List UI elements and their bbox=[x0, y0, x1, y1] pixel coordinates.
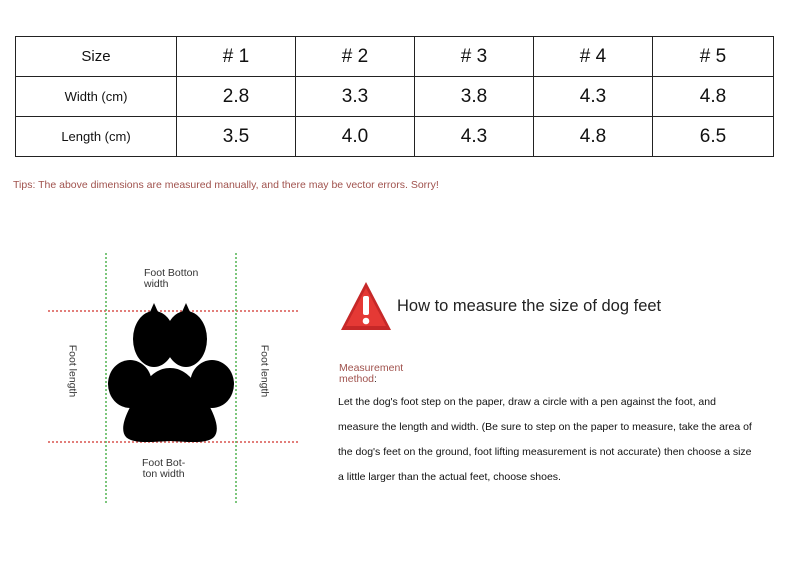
table-cell: 4.8 bbox=[653, 77, 774, 117]
paw-icon bbox=[108, 311, 234, 442]
tips-text: Tips: The above dimensions are measured manually, and there may be vector errors. Sorry! bbox=[13, 179, 439, 191]
table-cell: 3.5 bbox=[177, 117, 296, 157]
table-cell: 4.8 bbox=[534, 117, 653, 157]
table-cell: 4.3 bbox=[534, 77, 653, 117]
size-column-header: # 3 bbox=[415, 37, 534, 77]
size-column-header: # 2 bbox=[296, 37, 415, 77]
left-length-label: Foot length bbox=[66, 344, 79, 398]
table-cell: 4.0 bbox=[296, 117, 415, 157]
size-column-header: # 5 bbox=[653, 37, 774, 77]
top-width-label: Foot Botton width bbox=[144, 267, 199, 290]
size-column-header: # 1 bbox=[177, 37, 296, 77]
measurement-method-text: Let the dog's foot step on the paper, draw a circle with a pen against the foot, and measure the length and width. (Be sure to step on the paper to measure, take the area of the dog's feet on the ground, foot lifting measurement is not accurate) then choose a size a little larger than the actual feet, choose shoes. bbox=[338, 396, 752, 483]
bottom-width-label: Foot Bot- ton width bbox=[142, 457, 186, 480]
size-column-header: # 4 bbox=[534, 37, 653, 77]
table-row bbox=[16, 117, 774, 157]
table-cell: 2.8 bbox=[177, 77, 296, 117]
size-table bbox=[15, 36, 774, 157]
warning-icon bbox=[339, 280, 393, 332]
table-cell: 3.8 bbox=[415, 77, 534, 117]
table-cell: 4.3 bbox=[415, 117, 534, 157]
row-label-length: Length (cm) bbox=[16, 117, 177, 157]
measurement-method-label: Measurement method: bbox=[339, 362, 404, 385]
table-header-row bbox=[16, 37, 774, 77]
table-cell: 6.5 bbox=[653, 117, 774, 157]
paw-measurement-diagram bbox=[40, 245, 310, 510]
right-length-label: Foot length bbox=[258, 344, 271, 398]
table-cell: 3.3 bbox=[296, 77, 415, 117]
instructions-title: How to measure the size of dog feet bbox=[397, 297, 662, 315]
row-label-width: Width (cm) bbox=[16, 77, 177, 117]
size-header-cell: Size bbox=[16, 37, 177, 77]
table-row bbox=[16, 77, 774, 117]
